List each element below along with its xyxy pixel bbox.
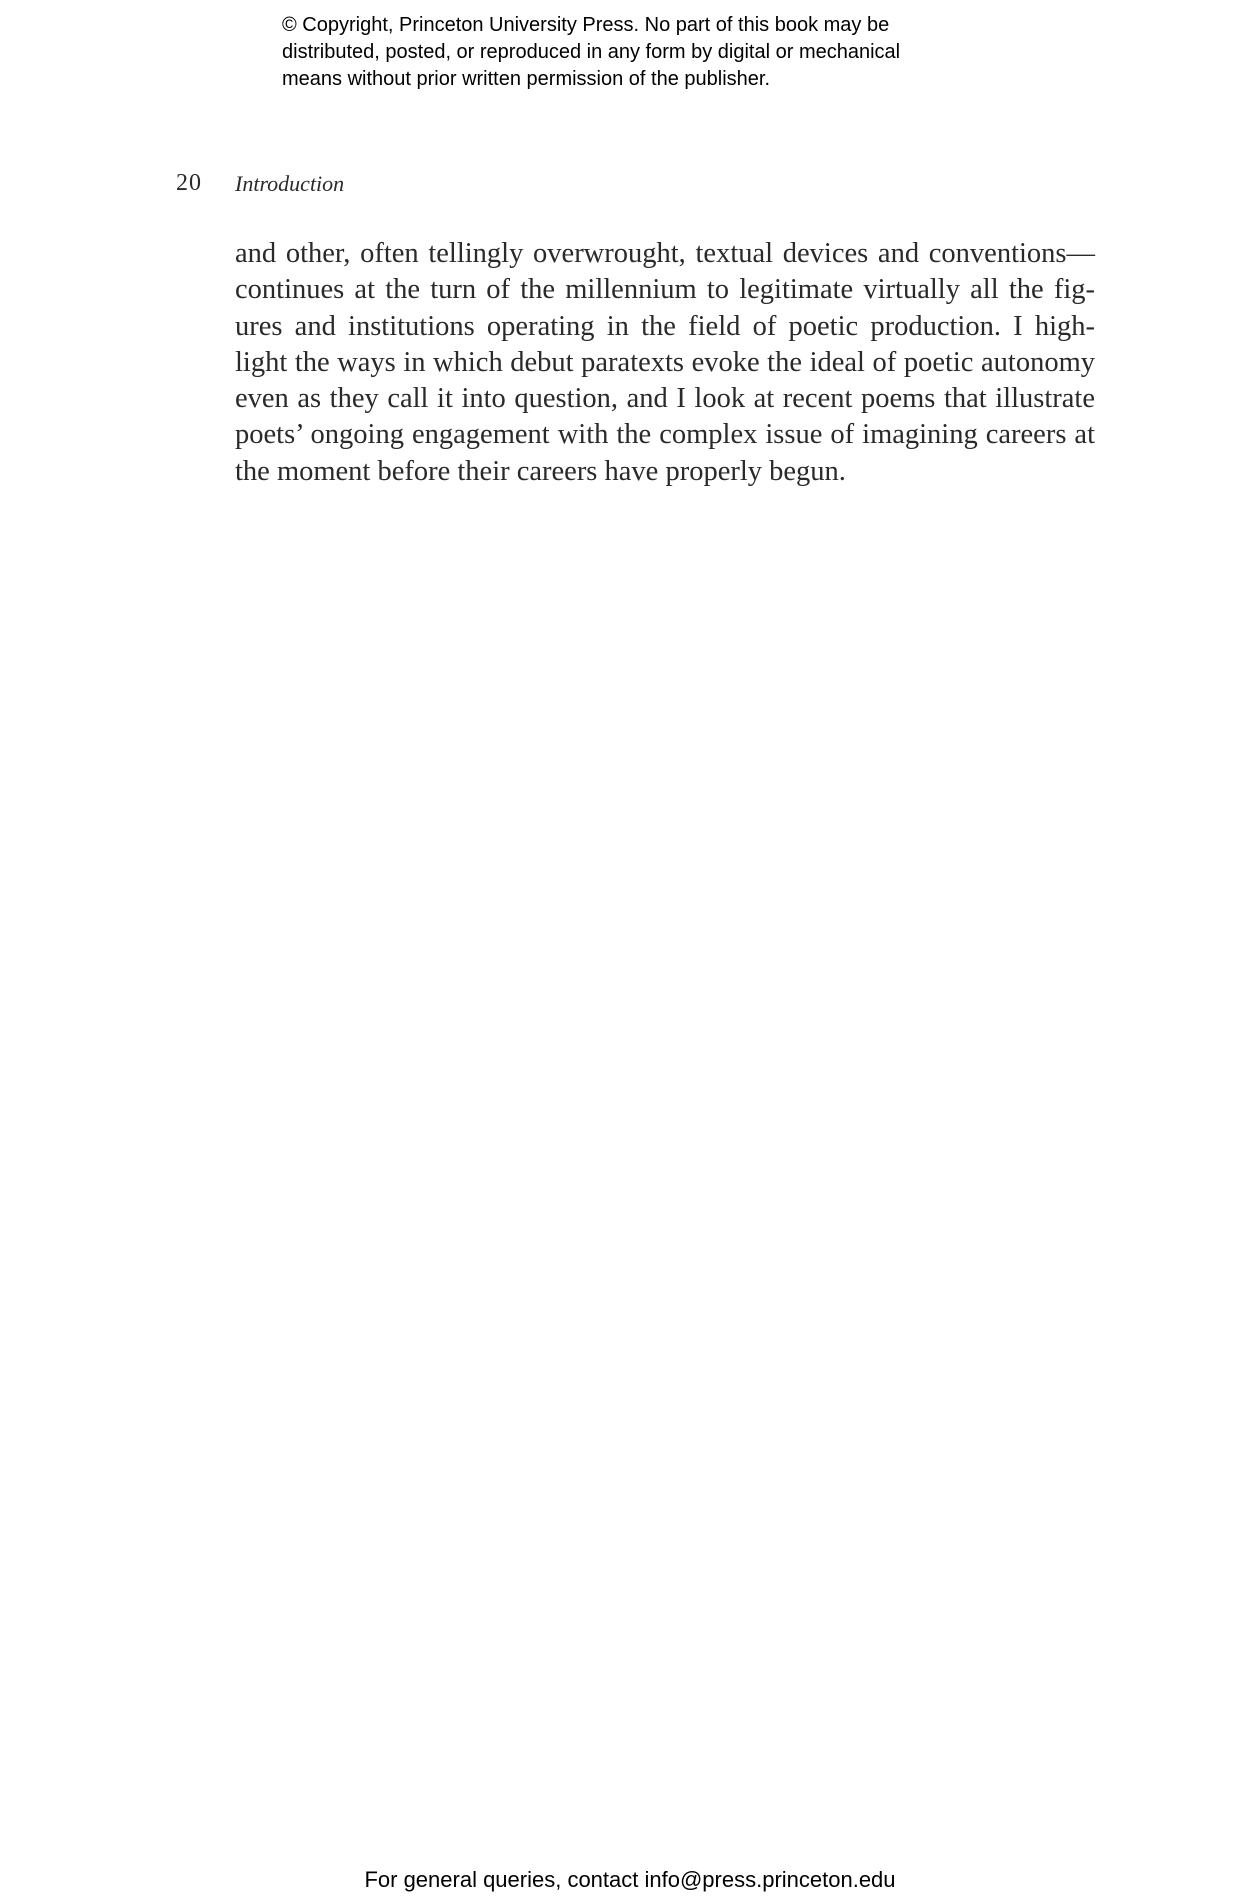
body-line: ures and institutions operating in the field of poetic production. I high-: [235, 310, 1095, 342]
copyright-notice: [282, 12, 1042, 93]
body-line: and other, often tellingly overwrought, textual devices and conventions—: [235, 238, 1095, 269]
body-line: the moment before their careers have properly begun.: [235, 455, 846, 487]
copyright-line: distributed, posted, or reproduced in any form by digital or mechanical: [282, 41, 901, 63]
page-number: 20: [176, 170, 202, 196]
copyright-line: © Copyright, Princeton University Press. No part of this book may be: [282, 14, 890, 36]
body-line: even as they call it into question, and I look at recent poems that illustrate: [235, 383, 1095, 415]
running-head: [0, 170, 1250, 200]
body-line: light the ways in which debut paratexts evoke the ideal of poetic autonomy: [235, 346, 1095, 378]
copyright-line: means without prior written permission of the publisher.: [282, 68, 771, 90]
footer-text: For general queries, contact info@press.princeton.edu: [364, 1867, 896, 1892]
body-paragraph: [235, 236, 1095, 490]
section-title: Introduction: [235, 171, 345, 196]
footer-contact: [0, 1867, 1250, 1893]
body-line: poets’ ongoing engagement with the complex issue of imagining careers at: [235, 419, 1095, 451]
body-line: continues at the turn of the millennium to legitimate virtually all the fig-: [235, 274, 1095, 306]
